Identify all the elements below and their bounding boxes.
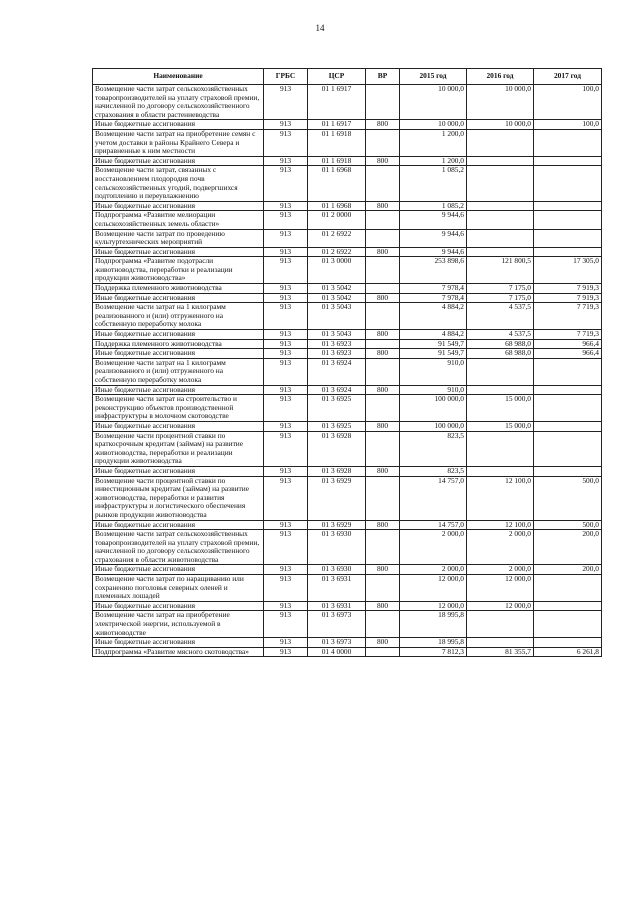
cell-2017: [534, 421, 602, 431]
cell-grbs: 913: [264, 120, 308, 130]
cell-2016: [467, 166, 534, 201]
cell-name: Возмещение части затрат по проведению культуртехнических мероприятий: [93, 229, 264, 247]
cell-2016: 4 537,5: [467, 303, 534, 330]
cell-grbs: 913: [264, 575, 308, 602]
cell-2015: 12 000,0: [400, 601, 467, 611]
cell-vr: 800: [366, 120, 400, 130]
cell-vr: 800: [366, 156, 400, 166]
cell-2017: [534, 385, 602, 395]
table-row: [93, 293, 602, 303]
cell-2017: [534, 431, 602, 466]
cell-2017: [534, 611, 602, 638]
table-row: [93, 638, 602, 648]
cell-2016: 2 000,0: [467, 565, 534, 575]
cell-2015: 910,0: [400, 385, 467, 395]
cell-grbs: 913: [264, 85, 308, 120]
cell-name: Возмещение части затрат по наращиванию или сохранению поголовья северных оленей и племенных лошадей: [93, 575, 264, 602]
cell-csr: 01 1 6918: [308, 156, 366, 166]
cell-name: Иные бюджетные ассигнования: [93, 201, 264, 211]
cell-2016: [467, 638, 534, 648]
table-row: [93, 565, 602, 575]
header-grbs: ГРБС: [264, 69, 308, 85]
cell-name: Подпрограмма «Развитие подотрасли животноводства, переработки и реализации продукции животноводства»: [93, 257, 264, 284]
cell-grbs: 913: [264, 129, 308, 156]
cell-name: Возмещение части затрат на 1 килограмм реализованного и (или) отгруженного на собственную переработку молока: [93, 358, 264, 385]
table-row: [93, 85, 602, 120]
cell-vr: [366, 395, 400, 422]
table-row: [93, 156, 602, 166]
cell-name: Иные бюджетные ассигнования: [93, 349, 264, 359]
cell-2016: [467, 431, 534, 466]
cell-2015: 1 200,0: [400, 129, 467, 156]
cell-2017: 966,4: [534, 339, 602, 349]
cell-2016: [467, 211, 534, 229]
cell-csr: 01 3 5043: [308, 303, 366, 330]
table-row: [93, 395, 602, 422]
cell-name: Подпрограмма «Развитие мелиорации сельскохозяйственных земель области»: [93, 211, 264, 229]
cell-grbs: 913: [264, 166, 308, 201]
table-row: [93, 211, 602, 229]
cell-csr: 01 4 0000: [308, 647, 366, 657]
cell-2016: [467, 229, 534, 247]
cell-2017: [534, 247, 602, 257]
cell-csr: 01 1 6968: [308, 166, 366, 201]
budget-table: [92, 68, 602, 657]
cell-vr: [366, 647, 400, 657]
cell-2016: 7 175,0: [467, 284, 534, 294]
cell-csr: 01 3 6929: [308, 520, 366, 530]
cell-2015: 4 884,2: [400, 330, 467, 340]
cell-csr: 01 3 6923: [308, 349, 366, 359]
cell-vr: [366, 303, 400, 330]
cell-2017: 7 719,3: [534, 330, 602, 340]
cell-2016: [467, 129, 534, 156]
cell-name: Возмещение части затрат, связанных с восстановлением плодородия почв сельскохозяйственных угодий, подвергшихся подтоплению и переувлажнению: [93, 166, 264, 201]
cell-2017: 500,0: [534, 476, 602, 520]
cell-2017: 7 919,3: [534, 293, 602, 303]
table-row: [93, 201, 602, 211]
cell-2016: [467, 247, 534, 257]
cell-2017: [534, 638, 602, 648]
cell-vr: [366, 229, 400, 247]
table-row: [93, 358, 602, 385]
cell-2016: 12 000,0: [467, 601, 534, 611]
page-number: 14: [315, 23, 325, 33]
cell-2015: 1 200,0: [400, 156, 467, 166]
cell-name: Возмещение части затрат сельскохозяйственных товаропроизводителей на уплату страховой премии, начисленной по договору сельскохозяйственного страхования в области растениеводства: [93, 85, 264, 120]
cell-csr: 01 3 6930: [308, 530, 366, 565]
cell-2015: 1 085,2: [400, 166, 467, 201]
cell-2017: 100,0: [534, 120, 602, 130]
cell-2015: 2 000,0: [400, 530, 467, 565]
cell-grbs: 913: [264, 257, 308, 284]
cell-csr: 01 3 6973: [308, 611, 366, 638]
cell-2017: 500,0: [534, 520, 602, 530]
cell-grbs: 913: [264, 247, 308, 257]
cell-vr: [366, 530, 400, 565]
cell-2017: 966,4: [534, 349, 602, 359]
table-row: [93, 120, 602, 130]
cell-2015: 9 944,6: [400, 247, 467, 257]
cell-2017: [534, 129, 602, 156]
cell-2015: 10 000,0: [400, 120, 467, 130]
cell-csr: 01 3 5043: [308, 330, 366, 340]
cell-name: Иные бюджетные ассигнования: [93, 247, 264, 257]
cell-grbs: 913: [264, 466, 308, 476]
table-row: [93, 129, 602, 156]
cell-grbs: 913: [264, 385, 308, 395]
cell-2016: 68 988,0: [467, 339, 534, 349]
cell-2015: 9 944,6: [400, 211, 467, 229]
cell-vr: [366, 257, 400, 284]
cell-2015: 14 757,0: [400, 520, 467, 530]
cell-name: Возмещение части затрат на приобретение семян с учетом доставки в районы Крайнего Севера и приравненные к ним местности: [93, 129, 264, 156]
cell-2015: 18 995,8: [400, 611, 467, 638]
cell-vr: 800: [366, 565, 400, 575]
table-row: [93, 520, 602, 530]
cell-2015: 823,5: [400, 466, 467, 476]
table-row: [93, 330, 602, 340]
cell-2017: 6 261,8: [534, 647, 602, 657]
cell-2015: 910,0: [400, 358, 467, 385]
cell-csr: 01 1 6917: [308, 85, 366, 120]
cell-name: Возмещение части затрат сельскохозяйственных товаропроизводителей на уплату страховой премии, начисленной по договору сельскохозяйственного страхования в области животноводства: [93, 530, 264, 565]
table-row: [93, 476, 602, 520]
cell-grbs: 913: [264, 421, 308, 431]
cell-2016: [467, 385, 534, 395]
cell-2015: 100 000,0: [400, 421, 467, 431]
cell-2017: [534, 229, 602, 247]
cell-2016: 10 000,0: [467, 120, 534, 130]
header-csr: ЦСР: [308, 69, 366, 85]
cell-csr: 01 2 6922: [308, 247, 366, 257]
cell-2016: 15 000,0: [467, 421, 534, 431]
cell-grbs: 913: [264, 611, 308, 638]
cell-vr: [366, 575, 400, 602]
cell-grbs: 913: [264, 293, 308, 303]
cell-2017: 200,0: [534, 530, 602, 565]
cell-grbs: 913: [264, 201, 308, 211]
cell-vr: 800: [366, 330, 400, 340]
cell-vr: 800: [366, 638, 400, 648]
cell-2015: 2 000,0: [400, 565, 467, 575]
cell-2015: 18 995,8: [400, 638, 467, 648]
cell-2017: [534, 166, 602, 201]
cell-vr: [366, 211, 400, 229]
table-body: [93, 85, 602, 657]
cell-2017: [534, 156, 602, 166]
table-row: [93, 349, 602, 359]
cell-name: Подпрограмма «Развитие мясного скотоводства»: [93, 647, 264, 657]
cell-2015: 91 549,7: [400, 349, 467, 359]
cell-name: Возмещение части процентной ставки по краткосрочным кредитам (займам) на развитие животноводства, переработки и реализации продукции животноводства: [93, 431, 264, 466]
cell-2016: [467, 611, 534, 638]
cell-name: Иные бюджетные ассигнования: [93, 638, 264, 648]
cell-2017: 7 919,3: [534, 284, 602, 294]
table-row: [93, 601, 602, 611]
cell-2015: 91 549,7: [400, 339, 467, 349]
cell-2015: 7 978,4: [400, 284, 467, 294]
cell-2016: 10 000,0: [467, 85, 534, 120]
cell-2015: 14 757,0: [400, 476, 467, 520]
cell-2016: [467, 466, 534, 476]
cell-name: Возмещение части затрат на строительство и реконструкцию объектов производственной инфраструктуры в молочном скотоводстве: [93, 395, 264, 422]
cell-2017: [534, 211, 602, 229]
cell-csr: 01 3 6924: [308, 358, 366, 385]
table-header-row: [93, 69, 602, 85]
cell-csr: 01 3 5042: [308, 284, 366, 294]
cell-vr: 800: [366, 466, 400, 476]
cell-csr: 01 3 6931: [308, 575, 366, 602]
cell-2015: 7 812,3: [400, 647, 467, 657]
cell-grbs: 913: [264, 284, 308, 294]
cell-name: Возмещение части затрат на 1 килограмм реализованного и (или) отгруженного на собственную переработку молока: [93, 303, 264, 330]
cell-2015: 4 884,2: [400, 303, 467, 330]
cell-csr: 01 2 6922: [308, 229, 366, 247]
cell-grbs: 913: [264, 211, 308, 229]
cell-vr: [366, 476, 400, 520]
cell-2017: [534, 601, 602, 611]
cell-grbs: 913: [264, 156, 308, 166]
cell-name: Поддержка племенного животноводства: [93, 339, 264, 349]
cell-grbs: 913: [264, 229, 308, 247]
cell-2016: 7 175,0: [467, 293, 534, 303]
cell-vr: [366, 339, 400, 349]
cell-grbs: 913: [264, 638, 308, 648]
cell-grbs: 913: [264, 349, 308, 359]
cell-2015: 7 978,4: [400, 293, 467, 303]
cell-2015: 9 944,6: [400, 229, 467, 247]
cell-2017: [534, 358, 602, 385]
cell-2015: 10 000,0: [400, 85, 467, 120]
cell-vr: 800: [366, 293, 400, 303]
cell-grbs: 913: [264, 358, 308, 385]
cell-2016: [467, 358, 534, 385]
cell-2016: 81 355,7: [467, 647, 534, 657]
cell-csr: 01 1 6917: [308, 120, 366, 130]
cell-vr: [366, 166, 400, 201]
cell-2015: 100 000,0: [400, 395, 467, 422]
table-row: [93, 257, 602, 284]
cell-grbs: 913: [264, 530, 308, 565]
cell-vr: 800: [366, 247, 400, 257]
cell-vr: [366, 129, 400, 156]
table-row: [93, 166, 602, 201]
table-row: [93, 247, 602, 257]
cell-csr: 01 1 6918: [308, 129, 366, 156]
cell-2015: 823,5: [400, 431, 467, 466]
cell-name: Иные бюджетные ассигнования: [93, 330, 264, 340]
cell-2017: [534, 466, 602, 476]
header-2015: 2015 год: [400, 69, 467, 85]
table-row: [93, 575, 602, 602]
cell-2015: 12 000,0: [400, 575, 467, 602]
cell-csr: 01 2 0000: [308, 211, 366, 229]
cell-csr: 01 1 6968: [308, 201, 366, 211]
table-row: [93, 611, 602, 638]
table-row: [93, 466, 602, 476]
cell-name: Иные бюджетные ассигнования: [93, 601, 264, 611]
cell-grbs: 913: [264, 520, 308, 530]
cell-grbs: 913: [264, 339, 308, 349]
cell-vr: 800: [366, 421, 400, 431]
table-row: [93, 530, 602, 565]
cell-2017: [534, 201, 602, 211]
cell-grbs: 913: [264, 601, 308, 611]
cell-2017: 7 719,3: [534, 303, 602, 330]
cell-csr: 01 3 6930: [308, 565, 366, 575]
cell-2016: [467, 201, 534, 211]
cell-2016: 68 988,0: [467, 349, 534, 359]
cell-csr: 01 3 6923: [308, 339, 366, 349]
cell-2017: [534, 575, 602, 602]
cell-grbs: 913: [264, 565, 308, 575]
cell-csr: 01 3 6973: [308, 638, 366, 648]
cell-grbs: 913: [264, 330, 308, 340]
cell-name: Возмещение части процентной ставки по инвестиционным кредитам (займам) на развитие животноводства, переработки и развития инфраструктуры и логистического обеспечения рынков продукции животноводства: [93, 476, 264, 520]
cell-csr: 01 3 6929: [308, 476, 366, 520]
cell-2016: 12 100,0: [467, 476, 534, 520]
cell-csr: 01 3 6928: [308, 466, 366, 476]
cell-name: Иные бюджетные ассигнования: [93, 385, 264, 395]
cell-vr: 800: [366, 201, 400, 211]
cell-vr: 800: [366, 520, 400, 530]
cell-name: Иные бюджетные ассигнования: [93, 565, 264, 575]
cell-vr: 800: [366, 601, 400, 611]
table-row: [93, 385, 602, 395]
cell-2016: 12 000,0: [467, 575, 534, 602]
cell-2016: 12 100,0: [467, 520, 534, 530]
cell-name: Иные бюджетные ассигнования: [93, 156, 264, 166]
cell-2016: [467, 156, 534, 166]
cell-csr: 01 3 6925: [308, 395, 366, 422]
cell-vr: [366, 431, 400, 466]
cell-name: Возмещение части затрат на приобретение электрической энергии, используемой в животноводстве: [93, 611, 264, 638]
table-row: [93, 431, 602, 466]
cell-csr: 01 3 6925: [308, 421, 366, 431]
cell-2016: 121 800,5: [467, 257, 534, 284]
cell-grbs: 913: [264, 395, 308, 422]
cell-vr: 800: [366, 349, 400, 359]
cell-2017: 100,0: [534, 85, 602, 120]
cell-vr: 800: [366, 385, 400, 395]
cell-name: Поддержка племенного животноводства: [93, 284, 264, 294]
cell-grbs: 913: [264, 303, 308, 330]
header-vr: ВР: [366, 69, 400, 85]
cell-name: Иные бюджетные ассигнования: [93, 120, 264, 130]
cell-2017: 17 305,0: [534, 257, 602, 284]
cell-name: Иные бюджетные ассигнования: [93, 520, 264, 530]
table-row: [93, 303, 602, 330]
table-row: [93, 229, 602, 247]
cell-2017: 200,0: [534, 565, 602, 575]
cell-grbs: 913: [264, 431, 308, 466]
cell-name: Иные бюджетные ассигнования: [93, 293, 264, 303]
cell-2016: 2 000,0: [467, 530, 534, 565]
cell-name: Иные бюджетные ассигнования: [93, 421, 264, 431]
table-row: [93, 421, 602, 431]
cell-2015: 1 085,2: [400, 201, 467, 211]
cell-vr: [366, 611, 400, 638]
cell-grbs: 913: [264, 647, 308, 657]
header-2017: 2017 год: [534, 69, 602, 85]
cell-2016: 4 537,5: [467, 330, 534, 340]
cell-2015: 253 898,6: [400, 257, 467, 284]
cell-vr: [366, 284, 400, 294]
table-row: [93, 339, 602, 349]
cell-csr: 01 3 5042: [308, 293, 366, 303]
cell-vr: [366, 85, 400, 120]
cell-csr: 01 3 6924: [308, 385, 366, 395]
cell-grbs: 913: [264, 476, 308, 520]
header-name: Наименование: [93, 69, 264, 85]
cell-2016: 15 000,0: [467, 395, 534, 422]
cell-csr: 01 3 0000: [308, 257, 366, 284]
cell-name: Иные бюджетные ассигнования: [93, 466, 264, 476]
header-2016: 2016 год: [467, 69, 534, 85]
cell-csr: 01 3 6928: [308, 431, 366, 466]
table-row: [93, 647, 602, 657]
cell-csr: 01 3 6931: [308, 601, 366, 611]
table-row: [93, 284, 602, 294]
cell-2017: [534, 395, 602, 422]
cell-vr: [366, 358, 400, 385]
